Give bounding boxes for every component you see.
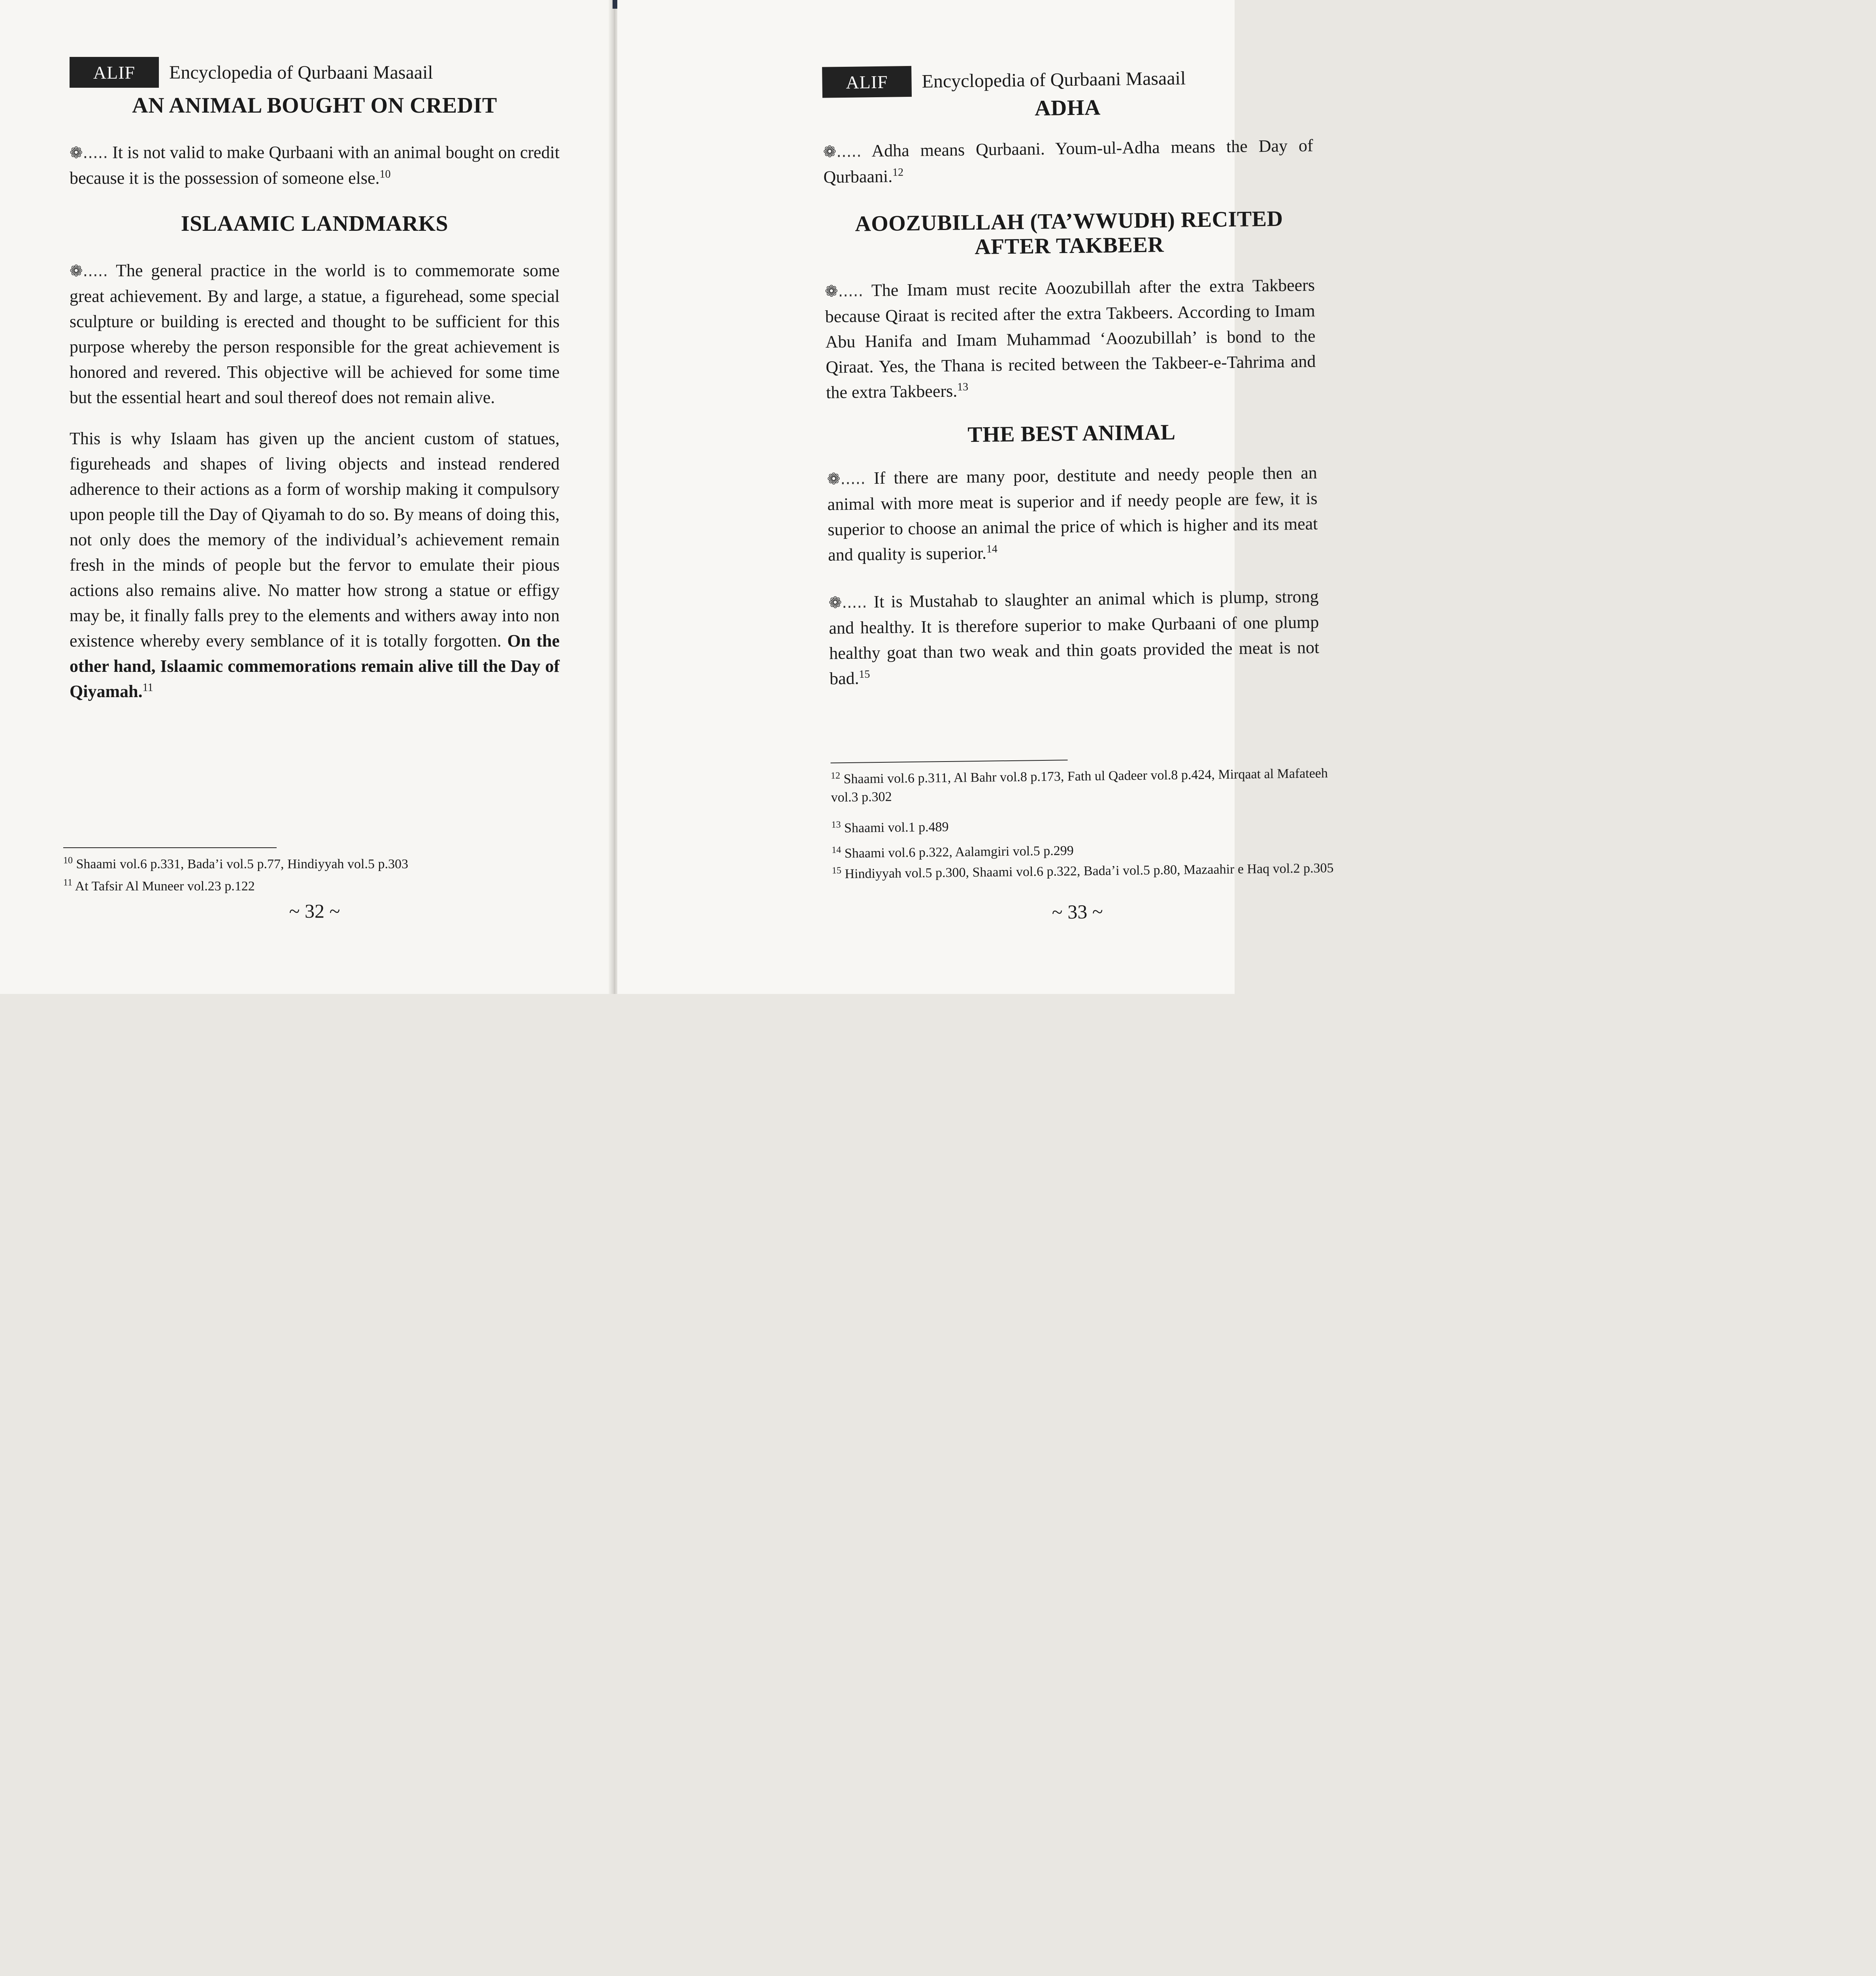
right-page-content <box>617 0 1876 1976</box>
footnote-number: 15 <box>831 865 842 876</box>
paragraph-text: Adha means Qurbaani. Youm-ul-Adha means the Day of Qurbaani. <box>823 136 1313 187</box>
footnote-text: Shaami vol.6 p.322, Aalamgiri vol.5 p.299 <box>844 843 1074 861</box>
flower-ornament-icon: ❁..... <box>70 262 108 280</box>
heading-best-animal: THE BEST ANIMAL <box>967 420 1176 447</box>
flower-ornament-icon: ❁..... <box>824 282 864 301</box>
alif-badge: ALIF <box>70 57 159 88</box>
page-header <box>70 57 433 88</box>
alif-badge: ALIF <box>822 66 912 98</box>
footnote-number: 11 <box>63 877 73 888</box>
paragraph-islaam-custom <box>70 426 560 704</box>
paragraph-text: The Imam must recite Aoozubillah after the extra Takbeers because Qiraat is recited after the extra Takbeers. According to Imam Abu Hanifa and Imam Muhammad ‘Aoozubillah’ is bond to the Qiraat. Yes, the Thana is recited between the Takbeer-e-Tahrima and the extra Takbeers. <box>825 275 1316 402</box>
right-page <box>617 0 1334 994</box>
page-number: ~ 32 ~ <box>289 900 340 922</box>
footnote-ref: 13 <box>957 381 969 393</box>
footnote-11 <box>63 877 577 896</box>
book-title: Encyclopedia of Qurbaani Masaail <box>922 67 1186 92</box>
paragraph-best-animal <box>827 460 1318 568</box>
footnote-text: Shaami vol.6 p.311, Al Bahr vol.8 p.173, Fath ul Qadeer vol.8 p.424, Mirqaat al Mafateeh vol.3 p.302 <box>831 766 1328 805</box>
paragraph-text: It is Mustahab to slaughter an animal which is plump, strong and healthy. It is therefore superior to make Qurbaani of one plump healthy goat than two weak and thin goats provided the meat is not bad. <box>829 586 1320 688</box>
footnote-divider <box>831 760 1068 763</box>
heading-islaamic-landmarks: ISLAAMIC LANDMARKS <box>181 211 449 236</box>
footnote-ref: 12 <box>892 166 904 179</box>
footnote-ref: 11 <box>142 681 153 694</box>
paragraph-text: This is why Islaam has given up the ancient custom of statues, figureheads and shapes of living objects and instead rendered adherence to their actions as a form of worship making it compulsory upon people till the Day of Qiyamah to do so. By means of doing this, not only does the memory of the individual’s achievement remain fresh in the minds of people but the fervor to emulate their pious actions also remains alive. No matter how strong a statue or effigy may be, it finally falls prey to the elements and withers away into non existence whereby every semblance of it is totally forgotten. <box>70 429 560 650</box>
footnote-text: Hindiyyah vol.5 p.300, Shaami vol.6 p.322, Bada’i vol.5 p.80, Mazaahir e Haq vol.2 p.305 <box>845 861 1334 882</box>
paragraph-text: The general practice in the world is to commemorate some great achievement. By and large, a statue, a figurehead, some special sculpture or building is erected and thought to be sufficient for this purpose whereby the person responsible for the great achievement is honored and revered. This objective will be achieved for some time but the essential heart and soul thereof does not remain alive. <box>70 261 560 407</box>
flower-ornament-icon: ❁..... <box>828 593 867 612</box>
heading-adha: ADHA <box>1034 95 1101 121</box>
footnote-14 <box>831 839 1337 863</box>
paragraph-text: It is not valid to make Qurbaani with an animal bought on credit because it is the possession of someone else. <box>70 143 560 188</box>
footnote-ref: 15 <box>859 668 870 681</box>
footnote-number: 10 <box>63 855 73 866</box>
page-number: ~ 33 ~ <box>1052 900 1103 923</box>
footnote-number: 14 <box>831 845 841 856</box>
paragraph-credit <box>70 140 560 191</box>
paragraph-landmarks <box>70 258 560 410</box>
footnote-text: Shaami vol.6 p.331, Bada’i vol.5 p.77, Hindiyyah vol.5 p.303 <box>76 857 408 871</box>
page-header <box>822 62 1186 98</box>
flower-ornament-icon: ❁..... <box>823 142 862 161</box>
footnote-15 <box>832 859 1338 884</box>
paragraph-text: If there are many poor, destitute and needy people then an animal with more meat is superior and if needy people are few, it is superior to choose an animal the price of which is higher and its meat and quality is superior. <box>827 463 1318 565</box>
flower-ornament-icon: ❁..... <box>827 469 866 488</box>
footnote-divider <box>63 847 277 848</box>
footnote-ref: 10 <box>379 168 391 181</box>
heading-line: AOOZUBILLAH (TA’WWUDH) RECITED <box>854 206 1283 236</box>
bold-statement: On the other hand, Islaamic commemorations remain alive till the Day of Qiyamah. <box>70 631 560 701</box>
footnote-text: Shaami vol.1 p.489 <box>844 819 949 836</box>
heading-aoozubillah <box>824 206 1314 261</box>
heading-line: AFTER TAKBEER <box>974 232 1164 259</box>
footnote-10 <box>63 855 577 873</box>
book-title: Encyclopedia of Qurbaani Masaail <box>169 62 433 83</box>
paragraph-adha <box>823 133 1313 190</box>
paragraph-mustahab <box>828 584 1320 691</box>
footnote-ref: 14 <box>986 543 998 556</box>
heading-animal-bought-on-credit: AN ANIMAL BOUGHT ON CREDIT <box>132 93 497 118</box>
paragraph-aoozubillah <box>825 272 1316 405</box>
footnote-text: At Tafsir Al Muneer vol.23 p.122 <box>75 879 255 894</box>
footnote-13 <box>831 813 1337 838</box>
flower-ornament-icon: ❁..... <box>70 144 108 162</box>
left-page <box>0 0 613 994</box>
footnote-12 <box>831 764 1337 807</box>
footnote-number: 12 <box>830 770 841 781</box>
footnote-number: 13 <box>831 819 841 830</box>
